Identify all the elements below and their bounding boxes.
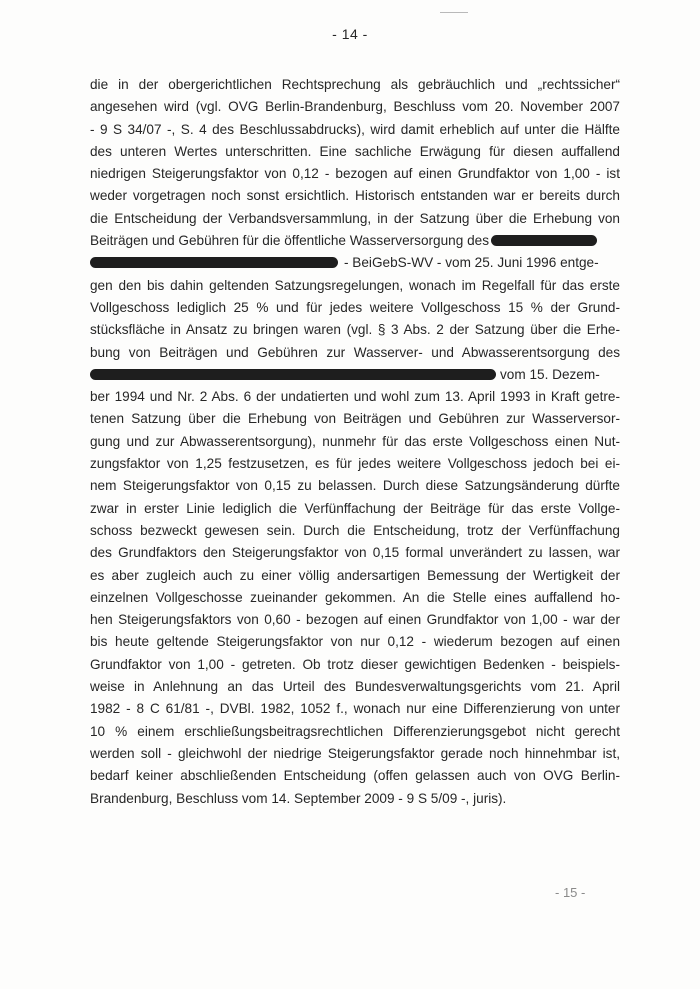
text-line [90, 364, 620, 386]
redaction-bar [90, 369, 496, 380]
text-line: 10 % einem erschließungsbeitragsrechtlichen Differenzierungsgebot nicht gerecht [90, 723, 620, 739]
text-line: die Entscheidung der Verbandsversammlung, in der Satzung über die Erhebung von [90, 210, 620, 226]
text-line: Vollgeschoss lediglich 25 % und für jedes weitere Vollgeschoss 15 % der Grund- [90, 299, 620, 315]
text-line: zungsfaktor von 1,25 festzusetzen, es für jedes weitere Vollgeschoss jedoch bei ei- [90, 456, 620, 472]
text-segment: - BeiGebS-WV - vom 25. Juni 1996 entge- [344, 255, 599, 271]
text-line: - 9 S 34/07 -, S. 4 des Beschlussabdrucks), wird damit erheblich auf unter die Hälfte [90, 121, 620, 137]
text-line: stücksfläche in Ansatz zu bringen waren (vgl. § 3 Abs. 2 der Satzung über die Erhe- [90, 322, 620, 338]
text-segment: Beiträgen und Gebühren für die öffentliche Wasserversorgung des [90, 233, 489, 249]
text-line: schoss bezweckt gewesen sein. Durch die Entscheidung, trotz der Verfünffachung [90, 522, 620, 538]
text-line: bung von Beiträgen und Gebühren zur Wasserver- und Abwasserentsorgung des [90, 344, 620, 360]
text-line: werden soll - gleichwohl der niedrige Steigerungsfaktor gerade noch hinnehmbar ist, [90, 745, 620, 761]
redaction-bar [90, 257, 338, 268]
text-line: des unteren Wertes unterschritten. Eine sachliche Erwägung für diesen auffallend [90, 143, 620, 159]
text-line: gung und zur Abwasserentsorgung), nunmehr für das erste Vollgeschoss einen Nut- [90, 433, 620, 449]
text-line: nem Steigerungsfaktor von 0,15 zu belassen. Durch diese Satzungsänderung dürfte [90, 478, 620, 494]
text-line: angesehen wird (vgl. OVG Berlin-Brandenburg, Beschluss vom 20. November 2007 [90, 99, 620, 115]
text-line: es aber zugleich auch zu einer völlig andersartigen Bemessung der Wertigkeit der [90, 567, 620, 583]
text-line: des Grundfaktors den Steigerungsfaktor von 0,15 formal unverändert zu lassen, war [90, 545, 620, 561]
text-line: tenen Satzung über die Erhebung von Beiträgen und Gebühren zur Wasserversor- [90, 411, 620, 427]
text-line: weder vorgetragen noch sonst ersichtlich. Historisch entstanden war er bereits durch [90, 188, 620, 204]
text-line: niedrigen Steigerungsfaktor von 0,12 - bezogen auf einen Grundfaktor von 1,00 - ist [90, 166, 620, 182]
text-segment: vom 15. Dezem- [500, 366, 600, 382]
text-line: bis heute geltende Steigerungsfaktor von nur 0,12 - wiederum bezogen auf einen [90, 634, 620, 650]
text-line: ber 1994 und Nr. 2 Abs. 6 der undatierten und wohl zum 13. April 1993 in Kraft getre- [90, 389, 620, 405]
text-line: bedarf keiner abschließenden Entscheidung (offen gelassen auch von OVG Berlin- [90, 768, 620, 784]
text-line: 1982 - 8 C 61/81 -, DVBl. 1982, 1052 f., wonach nur eine Differenzierung von unter [90, 701, 620, 717]
text-line: weise in Anlehnung an das Urteil des Bundesverwaltungsgerichts vom 21. April [90, 679, 620, 695]
body-text [90, 74, 620, 810]
text-line: gen den bis dahin geltenden Satzungsregelungen, wonach im Regelfall für das erste [90, 277, 620, 293]
text-line [90, 230, 620, 252]
text-line [90, 252, 620, 274]
text-line: die in der obergerichtlichen Rechtsprechung als gebräuchlich und „rechtssicher“ [90, 77, 620, 92]
text-line: Grundfaktor von 1,00 - getreten. Ob trotz dieser gewichtigen Bedenken - beispiels- [90, 656, 620, 672]
text-line: zwar in erster Linie lediglich die Verfünffachung der Beiträge für das erste Vollge- [90, 500, 620, 516]
next-page-reference: - 15 - [555, 885, 586, 900]
page-number: - 14 - [332, 26, 368, 42]
redaction-bar [491, 235, 597, 246]
text-line: hen Steigerungsfaktors von 0,60 - bezogen auf einen Grundfaktor von 1,00 - war der [90, 612, 620, 628]
text-line: Brandenburg, Beschluss vom 14. September 2009 - 9 S 5/09 -, juris). [90, 790, 507, 806]
scan-mark [440, 12, 468, 13]
text-line: einzelnen Vollgeschosse zueinander gekommen. An die Stelle eines auffallend ho- [90, 589, 620, 605]
